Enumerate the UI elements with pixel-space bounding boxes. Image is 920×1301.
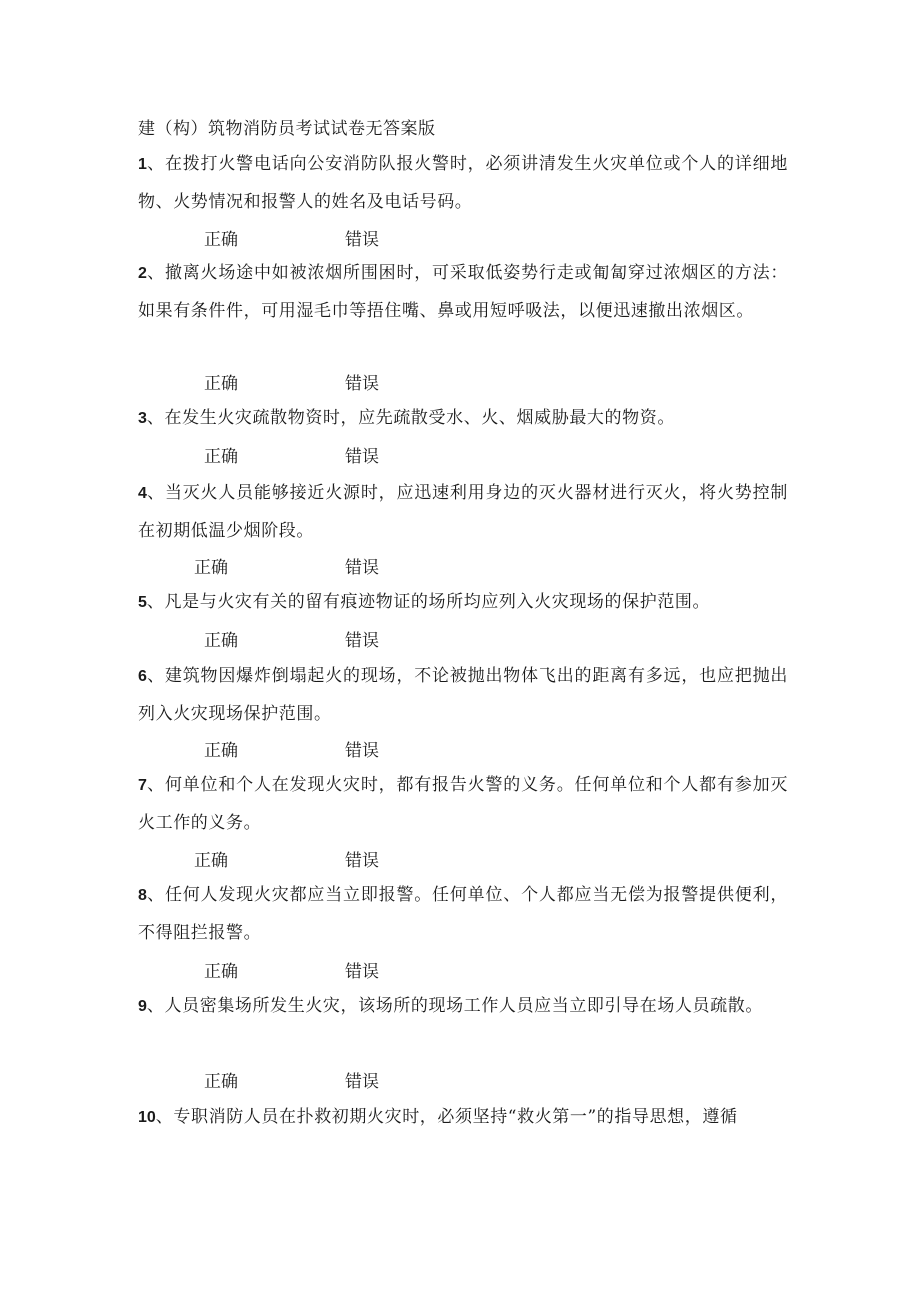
question-8 <box>138 877 788 951</box>
question-number: 4 <box>138 485 147 502</box>
question-separator: 、 <box>146 154 165 174</box>
option-correct[interactable]: 正确 <box>194 558 228 578</box>
question-9 <box>138 988 788 1026</box>
question-4 <box>138 475 788 549</box>
question-separator: 、 <box>146 885 165 905</box>
question-text: 专职消防人员在扑救初期火灾时，必须坚持“救火第一”的指导思想，遵循 <box>173 1107 738 1127</box>
question-text: 凡是与火灾有关的留有痕迹物证的场所均应列入火灾现场的保护范围。 <box>164 592 711 612</box>
option-correct[interactable]: 正确 <box>204 631 238 651</box>
question-separator: 、 <box>146 666 165 686</box>
question-separator: 、 <box>146 775 165 795</box>
question-10 <box>138 1099 788 1137</box>
question-text: 撤离火场途中如被浓烟所围困时，可采取低姿势行走或匍匐穿过浓烟区的方法：如果有条件件，可用湿毛巾等捂住嘴、鼻或用短呼吸法，以便迅速撤出浓烟区。 <box>138 263 789 321</box>
question-3 <box>138 400 788 438</box>
option-wrong[interactable]: 错误 <box>345 374 379 394</box>
option-wrong[interactable]: 错误 <box>345 962 379 982</box>
question-number: 1 <box>138 156 147 173</box>
question-number: 8 <box>138 887 147 904</box>
question-text: 何单位和个人在发现火灾时，都有报告火警的义务。任何单位和个人都有参加灭火工作的义务。 <box>138 775 789 833</box>
option-correct[interactable]: 正确 <box>204 447 238 467</box>
question-1 <box>138 146 788 220</box>
question-number: 6 <box>138 668 147 685</box>
option-correct[interactable]: 正确 <box>204 1072 238 1092</box>
question-text: 任何人发现火灾都应当立即报警。任何单位、个人都应当无偿为报警提供便利，不得阻拦报警。 <box>138 885 789 943</box>
question-text: 当灭火人员能够接近火源时，应迅速利用身边的灭火器材进行灭火，将火势控制在初期低温少烟阶段。 <box>138 483 789 541</box>
question-separator: 、 <box>146 592 165 612</box>
option-wrong[interactable]: 错误 <box>345 851 379 871</box>
question-text: 在发生火灾疏散物资时，应先疏散受水、火、烟威胁最大的物资。 <box>164 408 675 428</box>
question-2 <box>138 255 788 329</box>
question-text: 在拨打火警电话向公安消防队报火警时，必须讲清发生火灾单位或个人的详细地物、火势情况和报警人的姓名及电话号码。 <box>138 154 789 212</box>
option-wrong[interactable]: 错误 <box>345 631 379 651</box>
option-wrong[interactable]: 错误 <box>345 558 379 578</box>
question-number: 10 <box>138 1109 156 1126</box>
option-wrong[interactable]: 错误 <box>345 230 379 250</box>
question-6 <box>138 658 788 732</box>
question-5 <box>138 584 788 622</box>
question-number: 5 <box>138 594 147 611</box>
option-wrong[interactable]: 错误 <box>345 1072 379 1092</box>
option-correct[interactable]: 正确 <box>204 741 238 761</box>
question-separator: 、 <box>155 1107 174 1127</box>
question-separator: 、 <box>146 996 165 1016</box>
question-number: 3 <box>138 410 147 427</box>
question-number: 2 <box>138 265 147 282</box>
question-text: 人员密集场所发生火灾，该场所的现场工作人员应当立即引导在场人员疏散。 <box>164 996 763 1016</box>
option-correct[interactable]: 正确 <box>194 851 228 871</box>
question-number: 7 <box>138 777 147 794</box>
option-wrong[interactable]: 错误 <box>345 741 379 761</box>
option-wrong[interactable]: 错误 <box>345 447 379 467</box>
question-separator: 、 <box>146 408 165 428</box>
question-7 <box>138 767 788 841</box>
document-title: 建（构）筑物消防员考试试卷无答案版 <box>138 119 436 139</box>
question-separator: 、 <box>146 483 165 503</box>
option-correct[interactable]: 正确 <box>204 962 238 982</box>
question-number: 9 <box>138 998 147 1015</box>
question-text: 建筑物因爆炸倒塌起火的现场，不论被抛出物体飞出的距离有多远，也应把抛出列入火灾现场保护范围。 <box>138 666 789 724</box>
question-separator: 、 <box>146 263 165 283</box>
option-correct[interactable]: 正确 <box>204 230 238 250</box>
option-correct[interactable]: 正确 <box>204 374 238 394</box>
